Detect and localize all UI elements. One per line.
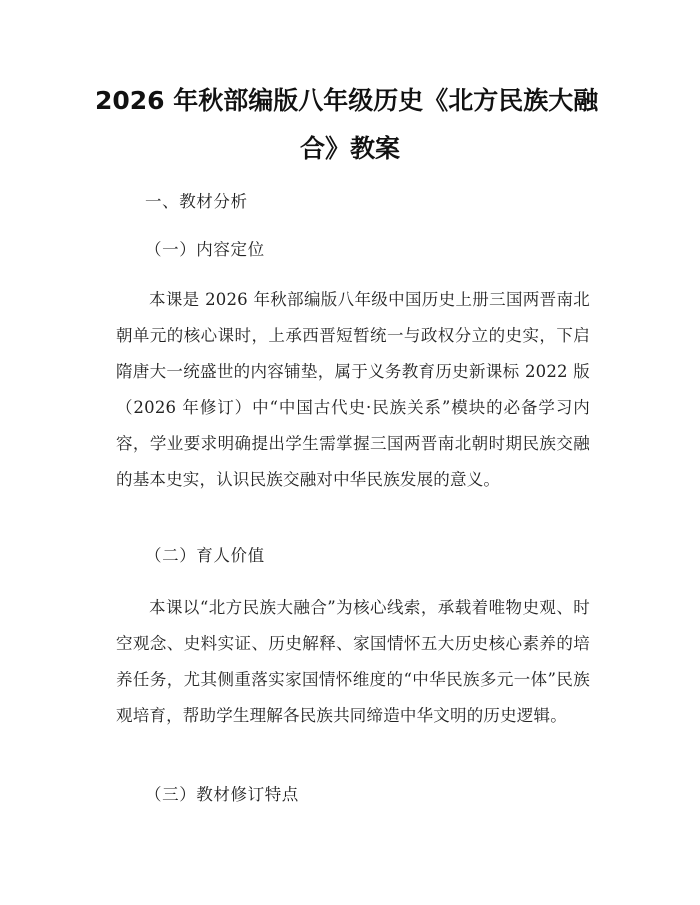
subsection-heading-content-positioning: （一）内容定位 [145, 240, 265, 259]
paragraph-educational-value: 本课以“北方民族大融合”为核心线索，承载着唯物史观、时空观念、史料实证、历史解释、家国情怀五大历史核心素养的培养任务，尤其侧重落实家国情怀维度的“中华民族多元一体”民族观培育，帮助学生理解各民族共同缔造中华文明的历史逻辑。 [116, 598, 590, 725]
subsection-heading-educational-value: （二）育人价值 [145, 546, 265, 565]
subsection-heading-revision-features: （三）教材修订特点 [145, 785, 299, 804]
document-title-line-1: 2026 年秋部编版八年级历史《北方民族大融 [95, 86, 599, 115]
section-heading-textbook-analysis: 一、教材分析 [145, 192, 248, 211]
paragraph-content-positioning: 本课是 2026 年秋部编版八年级中国历史上册三国两晋南北朝单元的核心课时，上承西晋短暂统一与政权分立的史实，下启隋唐大一统盛世的内容铺垫，属于义务教育历史新课标 2022 版（2026 年修订）中“中国古代史·民族关系”模块的必备学习内容，学业要求明确提出学生需掌握三国两晋南北朝时期民族交融的基本史实，认识民族交融对中华民族发展的意义。 [116, 290, 590, 489]
document-title-line-2: 合》教案 [299, 134, 400, 163]
